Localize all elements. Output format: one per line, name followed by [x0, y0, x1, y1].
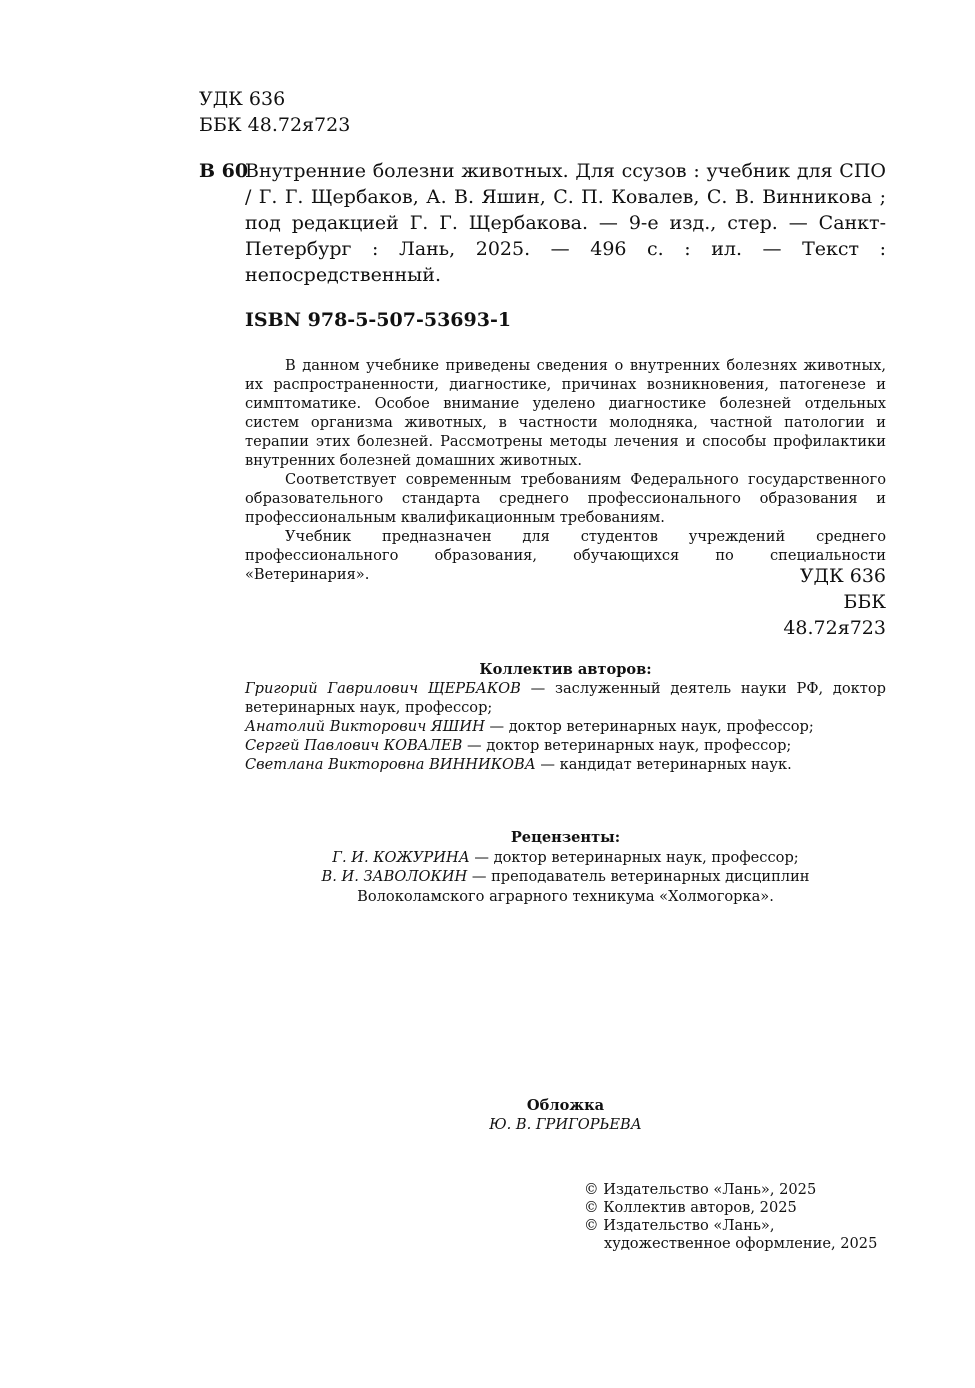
authors-block [245, 660, 886, 774]
abstract-paragraph: Соответствует современным требованиям Федерального государственного образовательного стандарта среднего профессионального образования и профессиональным квалификационным требованиям. [245, 471, 886, 526]
abstract-paragraph: В данном учебнике приведены сведения о внутренних болезнях животных, их распространенности, диагностике, причинах возникновения, патогенезе и симптоматике. Особое внимание уделено диагностике болезней отдельных систем организма животных, в частности молодняка, частной патологии и терапии этих болезней. Рассмотрены методы лечения и способы профилактики внутренних болезней домашних животных. [245, 357, 886, 469]
author-description: — заслуженный деятель науки РФ, доктор ветеринарных наук, профессор; [245, 680, 886, 716]
cover-credit [245, 1096, 886, 1134]
author-name: Сергей Павлович КОВАЛЕВ [245, 737, 463, 754]
classification-bottom [745, 563, 886, 641]
reviewer-entry [245, 848, 886, 868]
bbk-code: ББК 48.72я723 [199, 114, 351, 136]
authors-heading: Коллектив авторов: [479, 661, 652, 678]
author-code: В 60 [199, 160, 249, 182]
bibliographic-record: Внутренние болезни животных. Для ссузов : учебник для СПО / Г. Г. Щербаков, А. В. Яшин, С. П. Ковалев, С. В. Винникова ; под редакцией Г. Г. Щербакова. — 9-е изд., стер. — Санкт-Петербург : Лань, 2025. — 496 с. : ил. — Текст : непосредственный. [245, 160, 886, 286]
reviewer-continuation: Волоколамского аграрного техникума «Холмогорка». [357, 887, 774, 905]
author-entry [245, 755, 886, 774]
abstract [245, 356, 886, 584]
author-name: Григорий Гаврилович ЩЕРБАКОВ [245, 680, 521, 697]
bbk-code: ББК 48.72я723 [783, 591, 886, 639]
copyright-continuation: художественное оформление, 2025 [604, 1235, 878, 1252]
reviewer-description: — доктор ветеринарных наук, профессор; [469, 848, 799, 866]
cover-heading: Обложка [526, 1097, 605, 1114]
author-description: — доктор ветеринарных наук, профессор; [462, 737, 792, 754]
author-description: — доктор ветеринарных наук, профессор; [484, 718, 814, 735]
reviewer-name: В. И. ЗАВОЛОКИН [321, 868, 468, 885]
author-entry [245, 736, 886, 755]
copyright-block [584, 1181, 877, 1253]
reviewers-block [245, 828, 886, 906]
udk-code: УДК 636 [199, 88, 286, 110]
author-entry [245, 679, 886, 717]
copyright-line: © Издательство «Лань», 2025 [584, 1181, 817, 1198]
udk-code: УДК 636 [799, 565, 886, 587]
reviewer-entry [245, 867, 886, 887]
isbn: ISBN 978-5-507-53693-1 [245, 309, 512, 331]
reviewer-description: — преподаватель ветеринарных дисциплин [467, 868, 810, 885]
author-name: Анатолий Викторович ЯШИН [245, 718, 485, 735]
classification-top [199, 86, 350, 138]
copyright-line: © Коллектив авторов, 2025 [584, 1199, 797, 1216]
reviewers-heading: Рецензенты: [510, 829, 621, 846]
author-description: — кандидат ветеринарных наук. [535, 756, 792, 773]
author-name: Светлана Викторовна ВИННИКОВА [245, 756, 536, 773]
cover-designer: Ю. В. ГРИГОРЬЕВА [489, 1116, 642, 1133]
copyright-line: © Издательство «Лань», [584, 1217, 775, 1234]
reviewer-name: Г. И. КОЖУРИНА [332, 848, 470, 866]
author-entry [245, 717, 886, 736]
abstract-paragraph: Учебник предназначен для студентов учреждений среднего профессионального образования, обучающихся по специальности «Ветеринария». [245, 528, 886, 583]
